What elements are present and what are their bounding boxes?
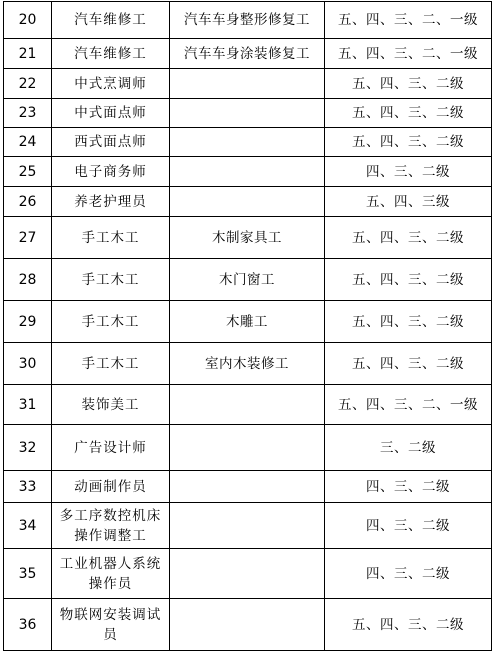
row-number: 23: [4, 99, 52, 128]
job-type-cell: [170, 69, 325, 99]
level-cell: 四、三、二级: [325, 503, 492, 549]
job-type-cell: [170, 157, 325, 187]
table-row: [4, 217, 492, 259]
level-cell: 四、三、二级: [325, 471, 492, 503]
occupation-cell: 养老护理员: [52, 187, 170, 217]
row-number: 28: [4, 259, 52, 301]
occupation-cell: 手工木工: [52, 217, 170, 259]
table-row: [4, 599, 492, 651]
table-row: [4, 301, 492, 343]
level-cell: 五、四、三、二级: [325, 69, 492, 99]
job-type-cell: 木门窗工: [170, 259, 325, 301]
table-row: [4, 187, 492, 217]
job-type-cell: 汽车车身涂装修复工: [170, 39, 325, 69]
occupation-cell: 西式面点师: [52, 128, 170, 157]
table-row: [4, 343, 492, 385]
table-row: [4, 385, 492, 425]
row-number: 34: [4, 503, 52, 549]
table-row: [4, 69, 492, 99]
job-type-cell: 木雕工: [170, 301, 325, 343]
job-type-cell: [170, 471, 325, 503]
level-cell: 五、四、三、二级: [325, 217, 492, 259]
row-number: 22: [4, 69, 52, 99]
level-cell: 五、四、三、二级: [325, 259, 492, 301]
level-cell: 五、四、三、二、一级: [325, 2, 492, 39]
level-cell: 五、四、三、二级: [325, 99, 492, 128]
level-cell: 五、四、三、二、一级: [325, 385, 492, 425]
job-type-cell: [170, 99, 325, 128]
occupation-cell: 装饰美工: [52, 385, 170, 425]
occupation-cell: 汽车维修工: [52, 39, 170, 69]
row-number: 36: [4, 599, 52, 651]
occupation-cell: 多工序数控机床操作调整工: [52, 503, 170, 549]
row-number: 27: [4, 217, 52, 259]
row-number: 26: [4, 187, 52, 217]
table-row: [4, 425, 492, 471]
table-row: [4, 259, 492, 301]
job-type-cell: [170, 187, 325, 217]
occupation-cell: 中式面点师: [52, 99, 170, 128]
occupation-table: [3, 1, 492, 651]
row-number: 31: [4, 385, 52, 425]
job-type-cell: [170, 549, 325, 599]
level-cell: 五、四、三、二级: [325, 128, 492, 157]
level-cell: 四、三、二级: [325, 549, 492, 599]
job-type-cell: [170, 128, 325, 157]
job-type-cell: 室内木装修工: [170, 343, 325, 385]
table-row: [4, 549, 492, 599]
level-cell: 三、二级: [325, 425, 492, 471]
job-type-cell: [170, 385, 325, 425]
table-row: [4, 503, 492, 549]
table-row: [4, 39, 492, 69]
occupation-cell: 广告设计师: [52, 425, 170, 471]
job-type-cell: [170, 425, 325, 471]
row-number: 25: [4, 157, 52, 187]
level-cell: 四、三、二级: [325, 157, 492, 187]
row-number: 35: [4, 549, 52, 599]
row-number: 24: [4, 128, 52, 157]
occupation-cell: 中式烹调师: [52, 69, 170, 99]
level-cell: 五、四、三、二级: [325, 301, 492, 343]
job-type-cell: [170, 599, 325, 651]
row-number: 21: [4, 39, 52, 69]
row-number: 30: [4, 343, 52, 385]
row-number: 32: [4, 425, 52, 471]
level-cell: 五、四、三、二级: [325, 599, 492, 651]
table-row: [4, 2, 492, 39]
occupation-cell: 物联网安装调试员: [52, 599, 170, 651]
table-row: [4, 471, 492, 503]
occupation-cell: 电子商务师: [52, 157, 170, 187]
level-cell: 五、四、三、二级: [325, 343, 492, 385]
occupation-cell: 手工木工: [52, 259, 170, 301]
table-row: [4, 157, 492, 187]
job-type-cell: 汽车车身整形修复工: [170, 2, 325, 39]
row-number: 20: [4, 2, 52, 39]
level-cell: 五、四、三、二、一级: [325, 39, 492, 69]
row-number: 29: [4, 301, 52, 343]
table-row: [4, 99, 492, 128]
table-row: [4, 128, 492, 157]
occupation-cell: 动画制作员: [52, 471, 170, 503]
occupation-cell: 手工木工: [52, 343, 170, 385]
occupation-cell: 工业机器人系统操作员: [52, 549, 170, 599]
occupation-cell: 手工木工: [52, 301, 170, 343]
occupation-cell: 汽车维修工: [52, 2, 170, 39]
level-cell: 五、四、三级: [325, 187, 492, 217]
job-type-cell: 木制家具工: [170, 217, 325, 259]
row-number: 33: [4, 471, 52, 503]
job-type-cell: [170, 503, 325, 549]
